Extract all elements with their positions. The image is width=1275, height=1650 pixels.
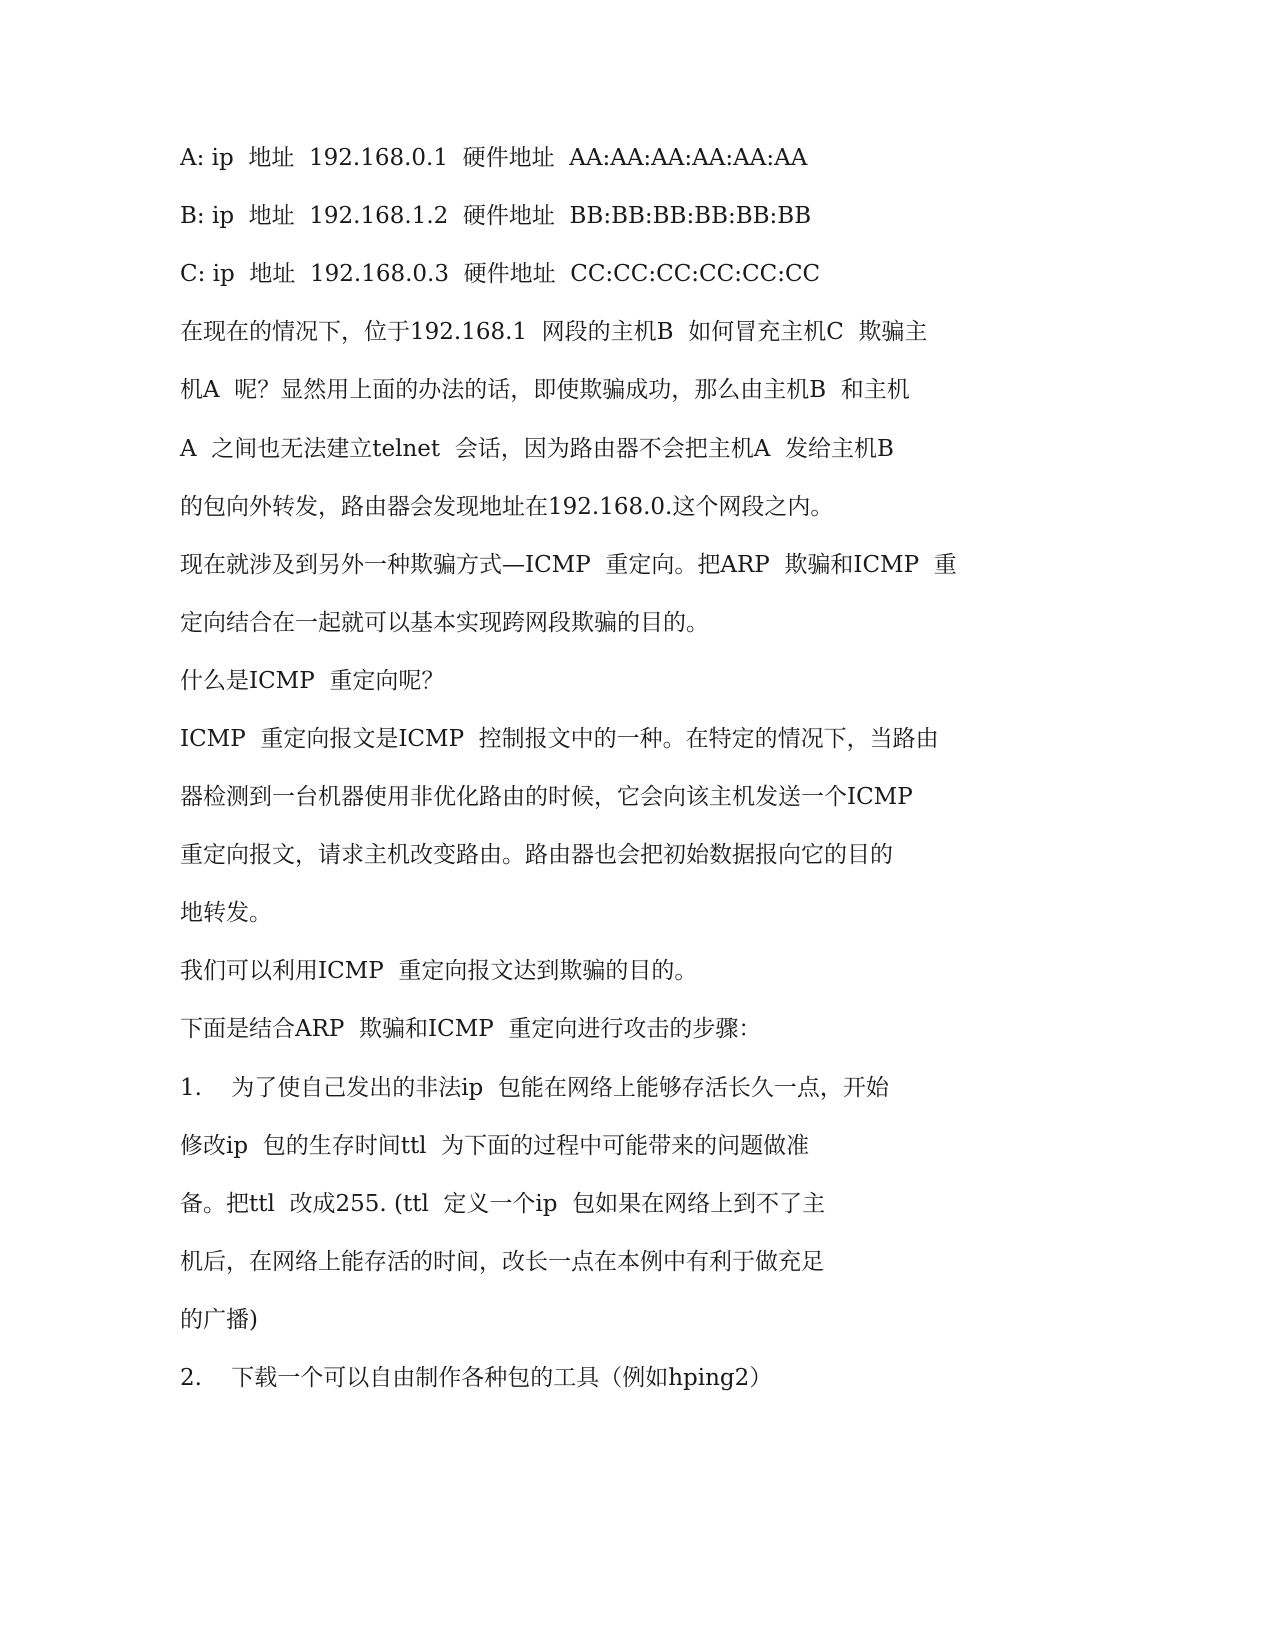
paragraph-line: 器检测到一台机器使用非优化路由的时候，它会向该主机发送一个ICMP <box>180 784 913 810</box>
paragraph-line: 的包向外转发，路由器会发现地址在192.168.0.这个网段之内。 <box>180 494 834 520</box>
host-c-address-line: C: ip 地址 192.168.0.3 硬件地址 CC:CC:CC:CC:CC:CC <box>180 261 821 287</box>
host-a-address-line: A: ip 地址 192.168.0.1 硬件地址 AA:AA:AA:AA:AA:AA <box>180 145 808 171</box>
list-item-1-line: 备。把ttl 改成255. (ttl 定义一个ip 包如果在网络上到不了主 <box>180 1191 826 1217</box>
list-item-1-line: 1. 为了使自己发出的非法ip 包能在网络上能够存活长久一点，开始 <box>180 1075 889 1101</box>
section-question: 什么是ICMP 重定向呢？ <box>180 668 445 694</box>
paragraph-line: 我们可以利用ICMP 重定向报文达到欺骗的目的。 <box>180 958 698 984</box>
paragraph-line: 在现在的情况下，位于192.168.1 网段的主机B 如何冒充主机C 欺骗主 <box>180 319 928 345</box>
list-item-1-line: 机后，在网络上能存活的时间，改长一点在本例中有利于做充足 <box>180 1249 824 1275</box>
paragraph-line: A 之间也无法建立telnet 会话，因为路由器不会把主机A 发给主机B <box>180 436 894 462</box>
paragraph-line: 机A 呢？显然用上面的办法的话，即使欺骗成功，那么由主机B 和主机 <box>180 377 910 403</box>
list-item-1-line: 修改ip 包的生存时间ttl 为下面的过程中可能带来的问题做准 <box>180 1133 810 1159</box>
list-item-1-line: 的广播) <box>180 1307 258 1333</box>
paragraph-line: ICMP 重定向报文是ICMP 控制报文中的一种。在特定的情况下，当路由 <box>180 726 939 752</box>
list-item-2-line: 2. 下载一个可以自由制作各种包的工具（例如hping2） <box>180 1365 773 1391</box>
paragraph-line: 地转发。 <box>180 900 272 926</box>
paragraph-line: 重定向报文，请求主机改变路由。路由器也会把初始数据报向它的目的 <box>180 842 893 868</box>
paragraph-line: 现在就涉及到另外一种欺骗方式—ICMP 重定向。把ARP 欺骗和ICMP 重 <box>180 552 957 578</box>
paragraph-line: 定向结合在一起就可以基本实现跨网段欺骗的目的。 <box>180 610 709 636</box>
host-b-address-line: B: ip 地址 192.168.1.2 硬件地址 BB:BB:BB:BB:BB:BB <box>180 203 812 229</box>
paragraph-line: 下面是结合ARP 欺骗和ICMP 重定向进行攻击的步骤： <box>180 1016 762 1042</box>
